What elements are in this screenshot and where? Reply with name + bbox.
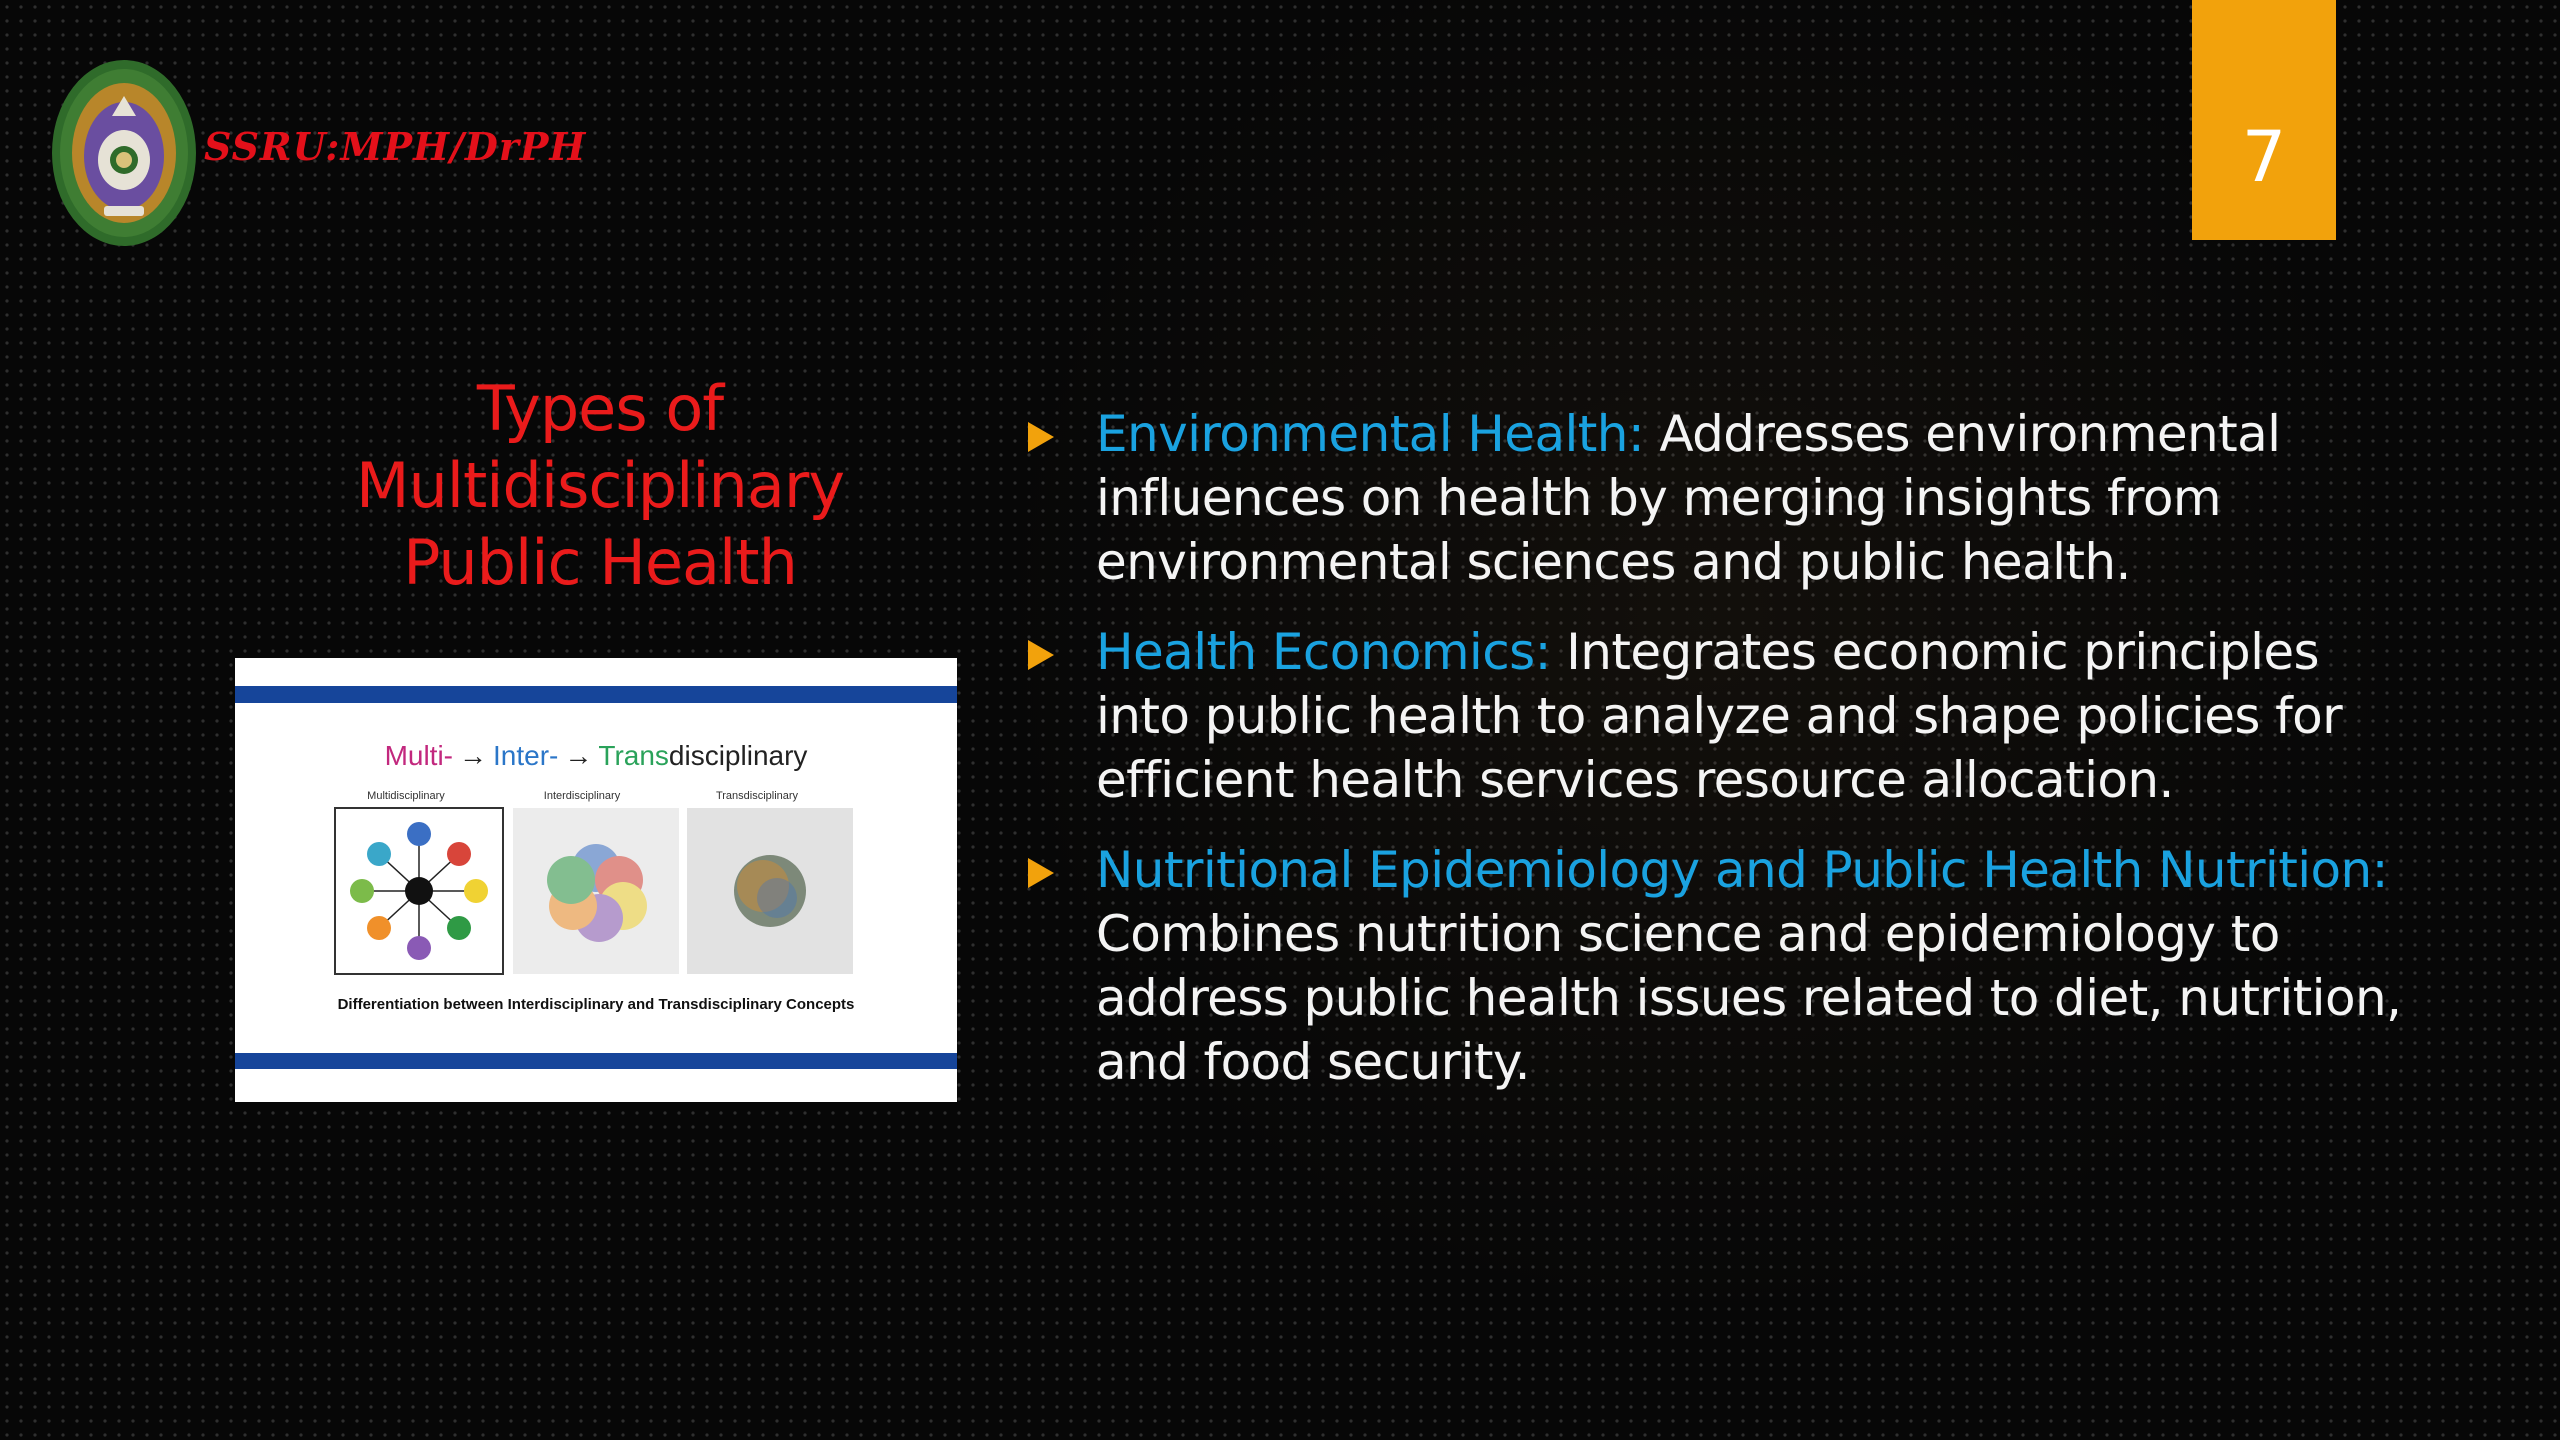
figure-top-band <box>235 686 957 703</box>
panel-label-multidisciplinary: Multidisciplinary <box>367 790 445 802</box>
bullet-text: Combines nutrition science and epidemiology to address public health issues related to diet, nutrition, and food security. <box>1096 905 2402 1091</box>
figure-heading <box>235 740 957 772</box>
disciplinary-panels <box>235 806 957 986</box>
triangle-bullet-icon <box>1028 640 1054 670</box>
figure-bottom-band <box>235 1053 957 1069</box>
figure-heading-inter: Inter- <box>493 740 559 771</box>
bullet-term: Environmental Health: <box>1096 405 1645 463</box>
arrow-right-icon: → <box>459 740 488 771</box>
panel-label-transdisciplinary: Transdisciplinary <box>715 790 799 802</box>
bullet-term: Health Economics: <box>1096 623 1551 681</box>
panel-label-interdisciplinary: Interdisciplinary <box>543 790 621 802</box>
arrow-right-icon: → <box>564 740 593 771</box>
university-seal-icon <box>48 56 200 250</box>
disciplinary-diagram-image <box>235 658 957 1102</box>
figure-heading-multi: Multi- <box>384 740 454 771</box>
figure-heading-suffix: disciplinary <box>668 740 808 771</box>
figure-heading-trans: Trans <box>598 740 669 771</box>
figure-caption: Differentiation between Interdisciplinary and Transdisciplinary Concepts <box>337 996 855 1013</box>
bullet-item-nutritional-epidemiology <box>1024 838 2404 1094</box>
brand-text: SSRU:MPH/DrPH <box>204 124 587 169</box>
bullet-text: Addresses environmental influences on health by merging insights from environmental sciences and public health. <box>1096 405 2281 591</box>
slide-title-line: Multidisciplinary <box>355 449 845 522</box>
bullet-term: Nutritional Epidemiology and Public Health Nutrition: <box>1096 841 2388 899</box>
bullet-item-environmental-health <box>1024 402 2404 594</box>
bullet-text: Integrates economic principles into public health to analyze and shape policies for efficient health services resource allocation. <box>1096 623 2343 809</box>
bullet-list <box>1024 402 2404 1120</box>
slide-title-line: Types of <box>476 372 724 445</box>
page-number-badge <box>2192 0 2336 240</box>
university-seal-logo <box>48 56 200 250</box>
page-number: 7 <box>2241 116 2287 198</box>
bullet-item-health-economics <box>1024 620 2404 812</box>
slide-title-line: Public Health <box>403 526 797 599</box>
triangle-bullet-icon <box>1028 858 1054 888</box>
slide-title <box>300 370 900 601</box>
triangle-bullet-icon <box>1028 422 1054 452</box>
